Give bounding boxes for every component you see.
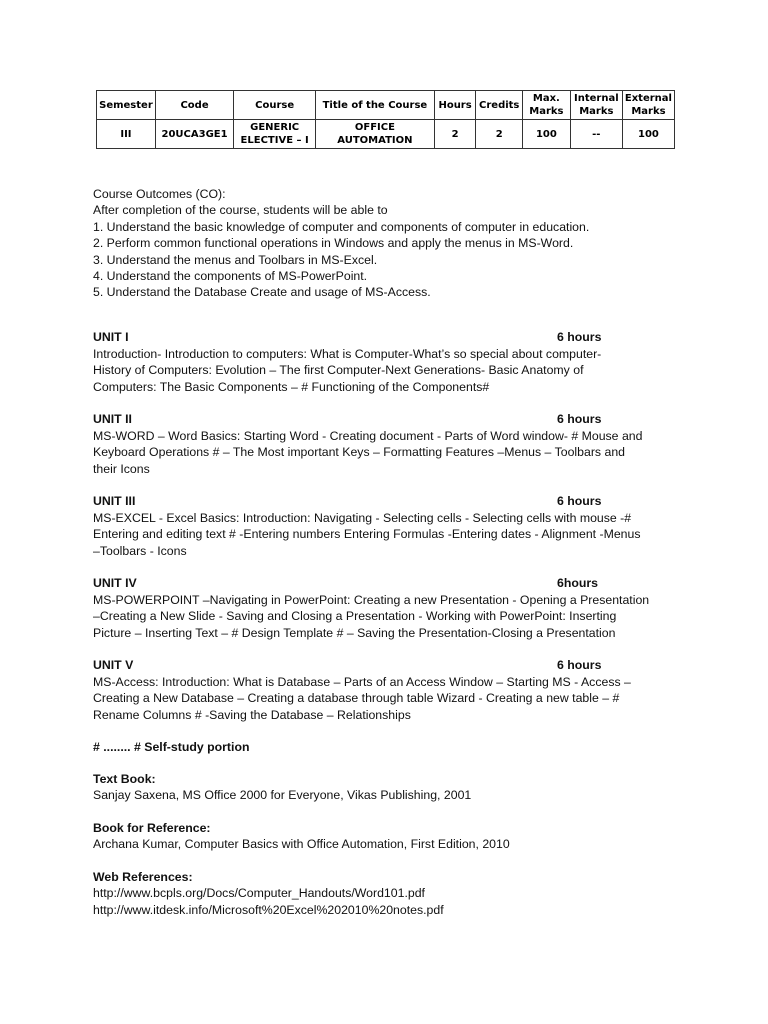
unit-1-heading [93, 329, 603, 345]
unit-title: UNIT IV [93, 576, 137, 590]
web-references-section [93, 869, 683, 918]
web-references-title: Web References: [93, 870, 193, 884]
header-course: Course [234, 91, 316, 120]
unit-line: History of Computers: Evolution – The first Computer-Next Generations- Basic Anatomy of [93, 363, 584, 378]
unit-line: Entering and editing text # -Entering numbers Entering Formulas -Entering dates - Alignment -Menus [93, 527, 641, 542]
header-semester: Semester [97, 91, 156, 120]
outcome-item: 2. Perform common functional operations in Windows and apply the menus in MS-Word. [93, 236, 574, 251]
cell-internal-marks: -- [570, 120, 622, 149]
unit-title: UNIT III [93, 494, 136, 508]
unit-line: MS-POWERPOINT –Navigating in PowerPoint: Creating a new Presentation - Opening a Presentation [93, 593, 650, 607]
table-row [97, 120, 675, 149]
self-study-note [93, 739, 683, 755]
unit-5-body [93, 674, 683, 723]
reference-title: Book for Reference: [93, 821, 211, 835]
unit-line: MS-Access: Introduction: What is Database – Parts of an Access Window – Starting MS - Access – [93, 675, 631, 689]
unit-title: UNIT II [93, 412, 132, 426]
outcome-item: 5. Understand the Database Create and usage of MS-Access. [93, 285, 431, 300]
unit-line: their Icons [93, 461, 150, 476]
cell-credits: 2 [476, 120, 523, 149]
text-book-section [93, 771, 683, 804]
outcome-item: 4. Understand the components of MS-PowerPoint. [93, 269, 368, 284]
reference-section [93, 820, 683, 853]
unit-3-heading [93, 493, 603, 509]
unit-line: Introduction- Introduction to computers: What is Computer-What’s so special about computer- [93, 347, 602, 361]
header-external-marks: External Marks [622, 91, 674, 120]
reference-entry: Archana Kumar, Computer Basics with Office Automation, First Edition, 2010 [93, 837, 510, 852]
unit-hours: 6 hours [557, 658, 602, 672]
table-header-row [97, 91, 675, 120]
header-hours: Hours [434, 91, 476, 120]
course-table [96, 90, 675, 149]
outcome-item: 3. Understand the menus and Toolbars in MS-Excel. [93, 252, 378, 267]
course-outcomes [93, 186, 683, 301]
outcomes-intro: After completion of the course, students will be able to [93, 203, 388, 218]
header-title: Title of the Course [316, 91, 435, 120]
text-book-title: Text Book: [93, 772, 156, 786]
outcome-item: 1. Understand the basic knowledge of computer and components of computer in education. [93, 219, 590, 234]
cell-max-marks: 100 [522, 120, 570, 149]
cell-hours: 2 [434, 120, 476, 149]
cell-external-marks: 100 [622, 120, 674, 149]
cell-course: GENERIC ELECTIVE – I [234, 120, 316, 149]
unit-1-body [93, 346, 683, 395]
unit-hours: 6hours [557, 576, 598, 590]
web-link[interactable]: http://www.bcpls.org/Docs/Computer_Handouts/Word101.pdf [93, 886, 425, 901]
unit-hours: 6 hours [557, 412, 602, 426]
unit-3-body [93, 510, 683, 559]
self-study-text: # ........ # Self-study portion [93, 740, 250, 754]
outcomes-title: Course Outcomes (CO): [93, 187, 226, 201]
unit-title: UNIT V [93, 658, 134, 672]
web-link[interactable]: http://www.itdesk.info/Microsoft%20Excel%202010%20notes.pdf [93, 902, 444, 917]
header-internal-marks: Internal Marks [570, 91, 622, 120]
unit-4-heading [93, 575, 603, 591]
header-credits: Credits [476, 91, 523, 120]
unit-line: –Toolbars - Icons [93, 543, 187, 558]
unit-hours: 6 hours [557, 494, 602, 508]
text-book-entry: Sanjay Saxena, MS Office 2000 for Everyone, Vikas Publishing, 2001 [93, 788, 472, 803]
cell-semester: III [97, 120, 156, 149]
unit-title: UNIT I [93, 330, 129, 344]
unit-line: MS-EXCEL - Excel Basics: Introduction: Navigating - Selecting cells - Selecting cells with mouse -# [93, 511, 632, 525]
header-code: Code [155, 91, 233, 120]
unit-5-heading [93, 657, 603, 673]
unit-hours: 6 hours [557, 330, 602, 344]
cell-code: 20UCA3GE1 [155, 120, 233, 149]
unit-line: Computers: The Basic Components – # Functioning of the Components# [93, 379, 490, 394]
unit-line: MS-WORD – Word Basics: Starting Word - Creating document - Parts of Word window- # Mouse and [93, 429, 643, 443]
cell-title: OFFICE AUTOMATION [316, 120, 435, 149]
unit-4-body [93, 592, 683, 641]
unit-line: Picture – Inserting Text – # Design Template # – Saving the Presentation-Closing a Presentation [93, 625, 616, 640]
unit-2-body [93, 428, 683, 477]
unit-line: Rename Columns # -Saving the Database – Relationships [93, 707, 411, 722]
header-max-marks: Max. Marks [522, 91, 570, 120]
unit-line: –Creating a New Slide - Saving and Closing a Presentation - Working with PowerPoint: Inserting [93, 609, 617, 624]
unit-line: Keyboard Operations # – The Most important Keys – Formatting Features –Menus – Toolbars and [93, 445, 626, 460]
unit-line: Creating a New Database – Creating a database through table Wizard - Creating a new table – # [93, 691, 620, 706]
unit-2-heading [93, 411, 603, 427]
